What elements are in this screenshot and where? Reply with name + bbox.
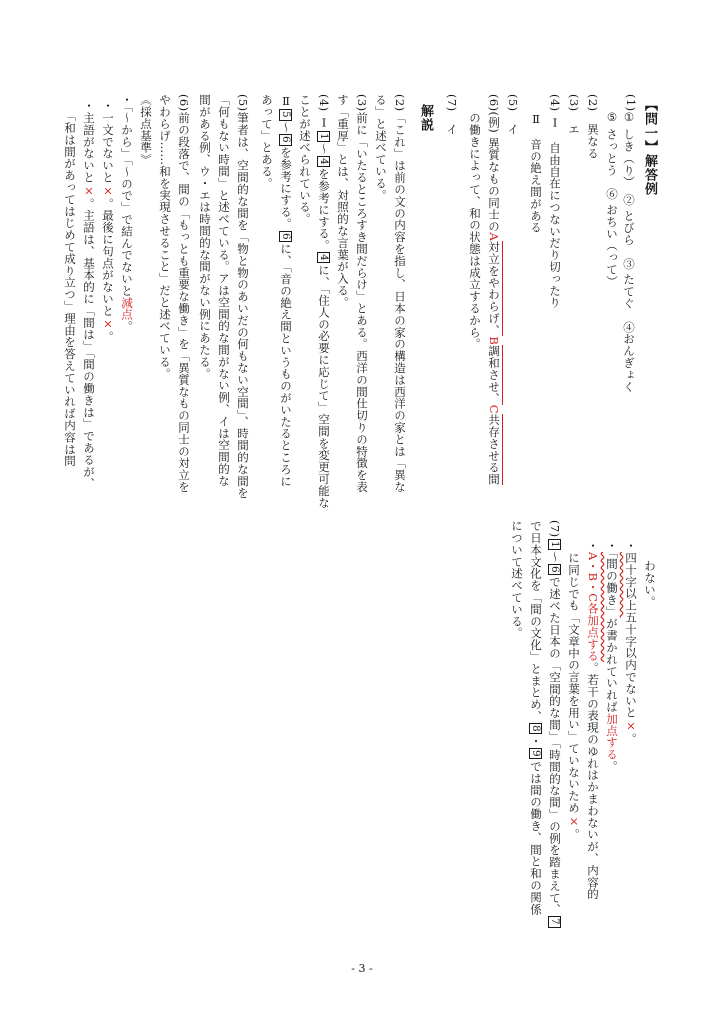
paragraph-ref-box: 9 xyxy=(530,750,542,758)
paragraph-ref-box: 4 xyxy=(318,157,330,166)
marker-a: A xyxy=(487,232,501,242)
answer-1-line1: ① しき（り） ② とびら ③ たてぐ ④おんぎょく xyxy=(622,110,636,393)
paragraph-ref-box: 6 xyxy=(280,136,292,144)
criteria-item-4: ・四十字以上五十字以内でないと×。 xyxy=(624,540,638,745)
explanation-4-line3: Ⅱ5～6を参考にする。6に、「音の絶え間というものがいたるところに xyxy=(279,94,293,488)
paragraph-ref-box: 7 xyxy=(549,918,561,926)
explanation-7-line2: で日本文化を「間の文化」とまとめ、8・9では間の働き、間と和の関係 xyxy=(529,520,543,916)
page-title: 【問一】解答例 xyxy=(642,98,657,196)
scoring-criteria-heading: 《採点基準》 xyxy=(139,94,153,166)
answer-6-line2: の働きによって、和の状態は成立するから。 xyxy=(468,112,482,350)
explanation-3-line1: 前に「いたるところすき間だらけ」とある。西洋の間仕切りの特徴を表 xyxy=(355,112,369,493)
explanation-3-line2: す「重厚」とは、対照的な言葉が入る。 xyxy=(336,94,350,309)
answer-6-part-a: 対立をやわらげ、 xyxy=(487,241,501,337)
answer-7: (7) イ xyxy=(445,94,459,136)
explanation-2-head: (2) xyxy=(393,94,407,112)
marker-c: C xyxy=(487,404,501,414)
explanation-2-line1: 「これ」は前の文の内容を指し、日本の家の構造は西洋の家とは「異な xyxy=(393,112,407,493)
explanation-7-line3: について述べている。 xyxy=(510,520,524,639)
criteria-item-6-line2: に同じでも「文章中の言葉を用い」ていないため×。 xyxy=(567,552,581,841)
answer-5: (5) イ xyxy=(506,94,520,136)
criteria-item-2: ・一文でないと×。最後に句点がないと×。 xyxy=(101,100,115,344)
answer-1-head: (1) xyxy=(624,94,638,112)
paragraph-ref-box: 6 xyxy=(549,566,561,574)
explanation-5-line3: 間がある例、ウ・エは時間的な間がない例にあたる。 xyxy=(198,94,212,380)
answer-1-line2: ⑤ さっとう ⑥ おちい（って） xyxy=(605,110,619,288)
answer-6-part-c: 共存させる間 xyxy=(487,413,501,486)
paragraph-ref-box: 1 xyxy=(549,541,561,549)
answer-2: (2) 異なる xyxy=(586,94,600,160)
explanation-6-line2: やわらげ……和を実現させること」だと述べている。 xyxy=(158,94,172,380)
explanation-7-head: (7) xyxy=(548,520,562,538)
explanation-6-line1: 前の段落で、間の「もっとも重要な働き」を「異質なもの同士の対立を xyxy=(177,112,191,493)
paragraph-ref-box: 6 xyxy=(280,232,292,240)
criteria-item-5: ・「間の働き」が書かれていれば加点する。 xyxy=(605,540,619,773)
explanation-7-line1: 1～6で述べた日本の「空間的な間」「時間的な間」の例を踏まえて、7 xyxy=(548,541,562,926)
explanation-4-line2: ことが述べられている。 xyxy=(298,94,312,225)
criteria-item-1: ・「～から」「～ので」で結んでないと減点。 xyxy=(120,94,134,333)
criteria-item-6: ・A・B・C各加点する。若干の表現のゆれはかまわないが、内容的 xyxy=(586,540,600,900)
explanation-5-line2: 「何もない時間」と述べている。アは空間的な間がない例、イは空間的な xyxy=(217,94,231,487)
continuation-line1: わない。 xyxy=(643,560,657,608)
kaisetsu-heading: 解説 xyxy=(418,104,433,132)
answer-3: (3) エ xyxy=(567,94,581,136)
explanation-5-head: (5) xyxy=(236,94,250,112)
explanation-3-head: (3) xyxy=(355,94,369,112)
explanation-4-line1: (4) Ⅰ1～4を参考にする。4に、「住人の必要に応じて」空間を変更可能な xyxy=(317,94,331,509)
explanation-2-line2: る」と述べている。 xyxy=(374,94,388,202)
paragraph-ref-box: 4 xyxy=(318,254,330,262)
paragraph-ref-box: 5 xyxy=(280,111,292,119)
explanation-4-line4: あって」とある。 xyxy=(260,94,274,190)
explanation-5-line1: 筆者は、空間的な間を「物と物のあいだの何もない空間」、時間的な間を xyxy=(236,112,250,499)
page-number: - 3 - xyxy=(351,962,373,975)
criteria-item-3: ・主語がないと×。主語は、基本的に「間は」「間の働きは」であるが、 xyxy=(82,100,96,490)
answer-4-II: Ⅱ 音の絶え間がある xyxy=(529,112,543,234)
marker-b: B xyxy=(487,336,501,346)
paragraph-ref-box: 1 xyxy=(318,132,330,141)
answer-6-part-b: 調和させ、 xyxy=(487,345,501,405)
paragraph-ref-box: 8 xyxy=(530,725,542,733)
answer-4-I: (4) Ⅰ 自由自在につないだり切ったり xyxy=(548,94,562,309)
criteria-item-3-line2: 「和は間があってはじめて成り立つ」理由を答えていれば内容は問 xyxy=(63,110,77,467)
answer-6: (6)(例) 異質なもの同士のA対立をやわらげ、B調和させ、C共存させる間 xyxy=(487,94,501,486)
explanation-6-head: (6) xyxy=(177,94,191,112)
